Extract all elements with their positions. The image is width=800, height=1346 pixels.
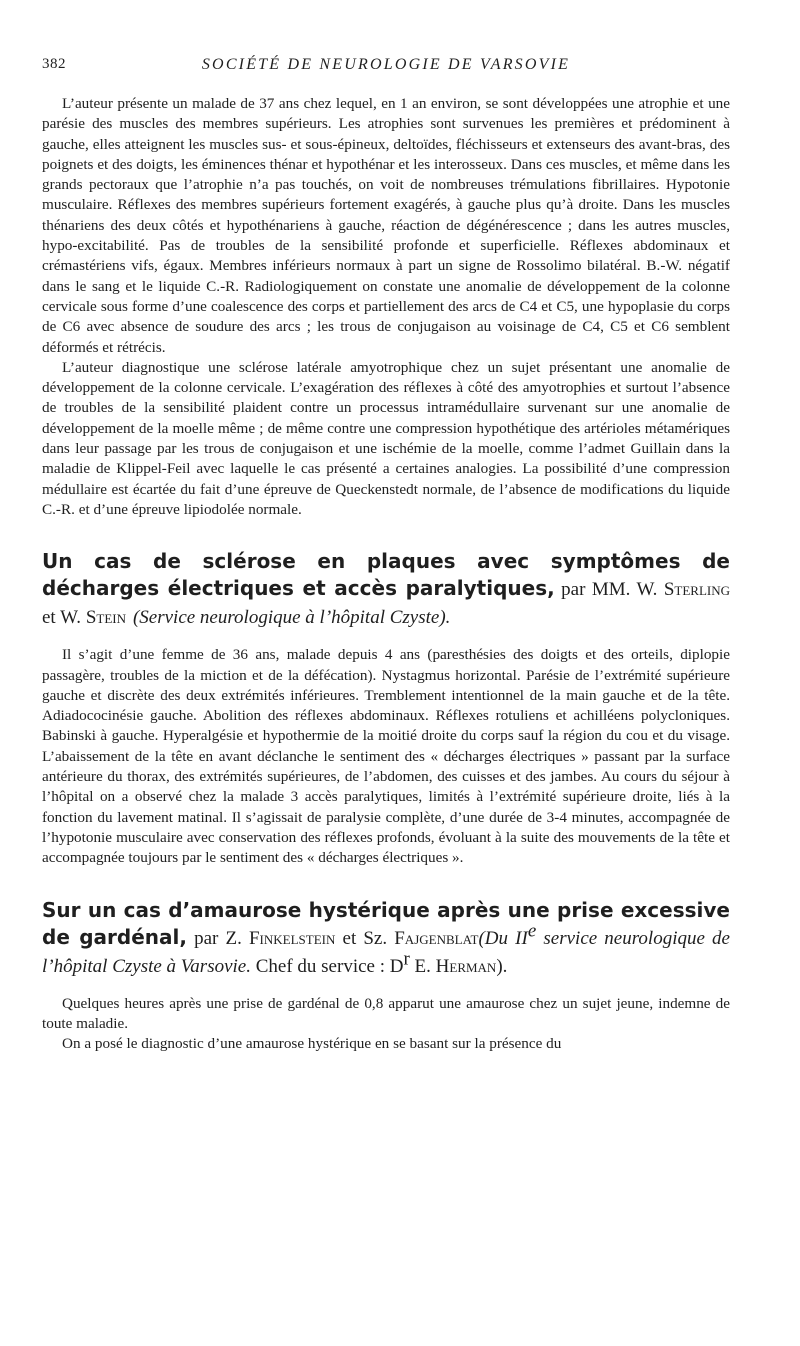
paragraph: On a posé le diagnostic d’une amaurose hystérique en se basant sur la présence du [62,1035,562,1053]
paragraph: L’auteur diagnostique une sclérose latérale amyotrophique chez un sujet présentant une anomalie de développement de la colonne cervicale. L’exagération des réflexes à côté des amyotrophies et surtout l’absence de troubles de la sensibilité plaident contre un processus intramédullaire survenant sur une anomalie de développement de la moelle même ; de même contre une compression hypothétique des artérioles métamériques dans leur passage par les trous de conjugaison et une ischémie de la moelle, comme l’admet Guillain dans la maladie de Klippel-Feil avec laquelle le cas présenté a certaines analogies. La possibilité d’une compression médullaire est écartée du fait d’une épreuve de Queckenstedt normale, de l’absence de modifications du liquide C.-R. et d’une épreuve lipiodolée normale. [42,358,730,518]
article-heading [42,897,730,980]
paragraph: Il s’agit d’une femme de 36 ans, malade depuis 4 ans (paresthésies des doigts et des orteils, diplopie passagère, troubles de la miction et de la défécation). Nystagmus horizontal. Parésie de l’extrémité supérieure gauche et discrète des deux extrémités inférieures. Tremblement intentionnel de la main gauche et de la tête. Adiadococinésie gauche. Abolition des réflexes abdominaux. Réflexes rotuliens et achilléens polycloniques. Babinski à gauche. Hyperalgésie et hypothermie de la moitié droite du corps sauf la région du cou et du visage. L’abaissement de la tête en avant déclanche le sentiment des « décharges électriques » passant par la surface antérieure du thorax, des extrémités supérieures, de l’abdomen, des cuisses et des jambes. Au cours du séjour à l’hôpital on a observé chez la malade 3 accès paralytiques, limités à l’extrémité supérieure droite, liés à la fonction du lavement matinal. Il s’agissait de paralysie complète, d’une durée de 3-4 minutes, accompagnée de l’hypotonie musculaire avec conservation des réflexes profonds, évoluant à la suite des mouvements de la tête et accompagnée toujours par le sentiment des « décharges électriques ». [42,646,730,867]
article-amaurose-hysterique [42,897,730,1055]
authors-connector: et Sz. [335,927,395,949]
chief-initial: E. [409,955,436,977]
affiliation-superscript: e [527,919,537,941]
author-name: Finkelstein [248,927,336,949]
article-title: Sur un cas d’amaurose hystérique après une prise excessive de gardénal, [42,897,730,949]
article-sclerose-en-plaques [42,548,730,868]
authors-connector: et W. [42,607,86,629]
journal-title: SOCIÉTÉ DE NEUROLOGIE DE VARSOVIE [201,56,571,73]
affiliation: service neurologique de l’hôpital Czyste à Varsovie. [42,927,730,977]
chief-superscript: r [403,947,410,969]
page-body [42,94,730,1054]
chief-prefix: Chef du service : D [250,955,404,977]
article-title: Un cas de sclérose en plaques avec symptômes de décharges électriques et accès paralytiques, [42,549,730,601]
authors-prefix: par Z. [186,927,249,949]
running-head [42,56,730,80]
article-continued [42,94,730,520]
paragraph: L’auteur présente un malade de 37 ans chez lequel, en 1 an environ, se sont développées une atrophie et une parésie des muscles des membres supérieurs. Les atrophies sont survenues les premières et prédominent à gauche, elles atteignent les muscles sus- et sous-épineux, deltoïdes, fléchisseurs et extenseurs des avant-bras, des poignets et des doigts, les éminences thénar et hypothénar et les interosseux. Dans ces muscles, et même dans les grands pectoraux que l’atrophie n’a pas touchés, on voit de nombreuses trémulations fibrillaires. Hypotonie musculaire. Réflexes des membres supérieurs fortement exagérés, à gauche plus qu’à droite. Dans les muscles thénariens des deux côtés et hypothénariens à gauche, réaction de dégénérescence ; dans les autres muscles, hypo-excitabilité. Pas de troubles de la sensibilité profonde et superficielle. Réflexes abdominaux et crémastériens vifs, égaux. Membres inférieurs normaux à part un signe de Rossolimo bilatéral. B.-W. négatif dans le sang et le liquide C.-R. Radiologiquement on constate une anomalie de développement de la colonne cervicale sous forme d’une coalescence des corps et partiellement des arcs de C4 et C5, une hypoplasie du corps de C6 avec absence de soudure des arcs ; les trous de conjugaison au voisinage de C4, C5 et C6 semblent déformés et rétrécis. [42,95,730,356]
authors-prefix: par MM. W. [554,579,664,601]
author-name: Fajgenblat [394,927,479,949]
page-number: 382 [42,56,66,72]
author-name: Stein [85,607,126,629]
chief-name: Herman [435,955,497,977]
paragraph: Quelques heures après une prise de gardénal de 0,8 apparut une amaurose chez un sujet jeune, indemne de toute maladie. [42,994,730,1032]
article-heading [42,548,730,631]
author-name: Sterling [663,579,730,601]
affiliation-open: (Du II [478,927,528,949]
chief-close: ). [496,955,508,977]
affiliation: (Service neurologique à l’hôpital Czyste). [132,607,451,629]
